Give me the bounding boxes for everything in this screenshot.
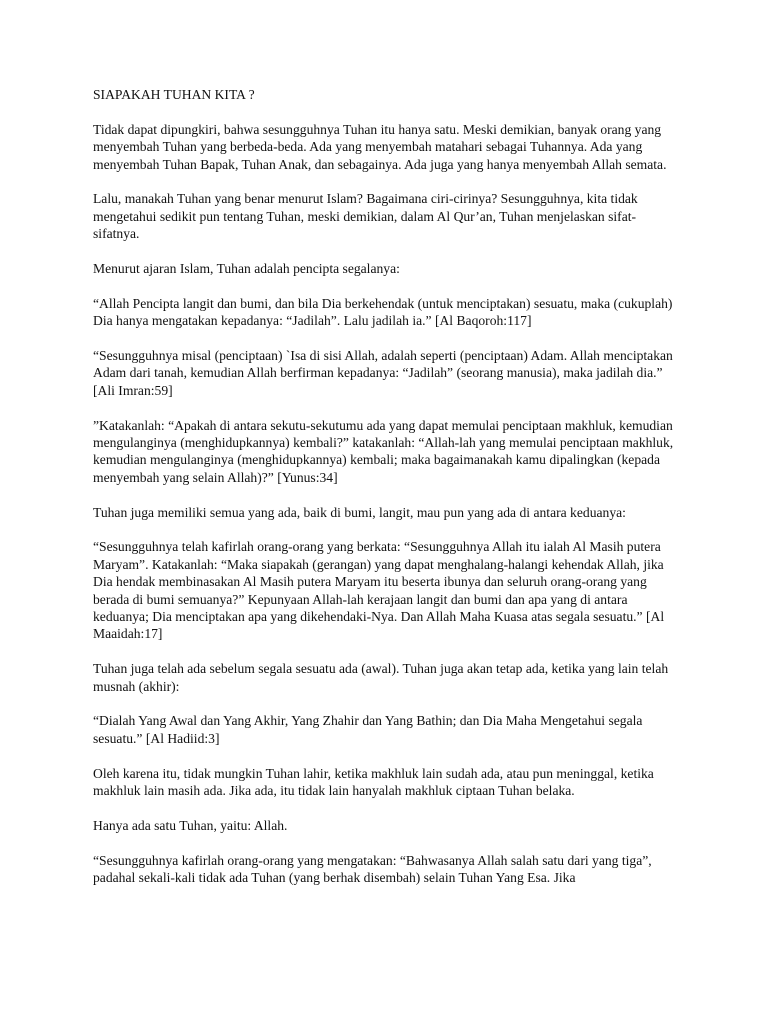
quote-al-hadiid: “Dialah Yang Awal dan Yang Akhir, Yang Zhahir dan Yang Bathin; dan Dia Maha Mengetahui segala sesuatu.” [Al Hadiid:3] [93,713,643,746]
paragraph-13: “Sesungguhnya kafirlah orang-orang yang mengatakan: “Bahwasanya Allah salah satu dari yang tiga”, padahal sekali-kali tidak ada Tuhan (yang berhak disembah) selain Tuhan Yang Esa. Jika [93,852,652,886]
paragraph-1: Tidak dapat dipungkiri, bahwa sesungguhnya Tuhan itu hanya satu. Meski demikian, banyak orang yang menyembah Tuhan yang berbeda-beda. Ada yang menyembah matahari sebagai Tuhannya. Ada yang menyembah Tuhan Bapak, Tuhan Anak, dan sebagainya. Ada juga yang hanya menyembah Allah semata. [93,121,667,172]
paragraph-12: Hanya ada satu Tuhan, yaitu: Allah. [93,817,288,833]
paragraph-7: Tuhan juga memiliki semua yang ada, baik di bumi, langit, mau pun yang ada di antara keduanya: [93,504,626,520]
quote-al-baqoroh: “Allah Pencipta langit dan bumi, dan bila Dia berkehendak (untuk menciptakan) sesuatu, maka (cukuplah) Dia hanya mengatakan kepadanya: “Jadilah”. Lalu jadilah ia.” [Al Baqoroh:117] [93,295,673,329]
quote-ali-imran: “Sesungguhnya misal (penciptaan) `Isa di sisi Allah, adalah seperti (penciptaan) Adam. Allah menciptakan Adam dari tanah, kemudian Allah berfirman kepadanya: “Jadilah” (seorang manusia), maka jadilah dia.” [Ali Imran:59] [93,348,673,398]
paragraph-9: Tuhan juga telah ada sebelum segala sesuatu ada (awal). Tuhan juga akan tetap ada, ketika yang lain telah musnah (akhir): [93,661,669,694]
paragraph-2: Lalu, manakah Tuhan yang benar menurut Islam? Bagaimana ciri-cirinya? Sesungguhnya, kita tidak mengetahui sedikit pun tentang Tuhan, meski demikian, dalam Al Qur’an, Tuhan menjelaskan sifat-sifatnya. [93,191,638,242]
document-title: SIAPAKAH TUHAN KITA ? [93,87,255,102]
document-page [93,86,677,904]
quote-yunus: ”Katakanlah: “Apakah di antara sekutu-sekutumu ada yang dapat memulai penciptaan makhluk, kemudian mengulanginya (menghidupkannya) kembali?” katakanlah: “Allah-lah yang memulai penciptaan makhluk, kemudian mengulanginya (menghidupkannya) kembali; maka bagaimanakah kamu dipalingkan (kepada menyembah yang selain Allah)?” [Yunus:34] [93,417,674,485]
paragraph-3: Menurut ajaran Islam, Tuhan adalah pencipta segalanya: [93,261,400,277]
paragraph-11: Oleh karena itu, tidak mungkin Tuhan lahir, ketika makhluk lain sudah ada, atau pun meninggal, ketika makhluk lain masih ada. Jika ada, itu tidak lain hanyalah makhluk ciptaan Tuhan belaka. [93,765,654,799]
quote-al-maaidah: “Sesungguhnya telah kafirlah orang-orang yang berkata: “Sesungguhnya Allah itu ialah Al Masih putera Maryam”. Katakanlah: “Maka siapakah (gerangan) yang dapat menghalang-halangi kehendak Allah, jika Dia hendak membinasakan Al Masih putera Maryam itu beserta ibunya dan seluruh orang-orang yang berada di bumi semuanya?” Kepunyaan Allah-lah kerajaan langit dan bumi dan apa yang di antara keduanya; Dia menciptakan apa yang dikehendaki-Nya. Dan Allah Maha Kuasa atas segala sesuatu.” [Al Maaidah:17] [93,539,665,642]
